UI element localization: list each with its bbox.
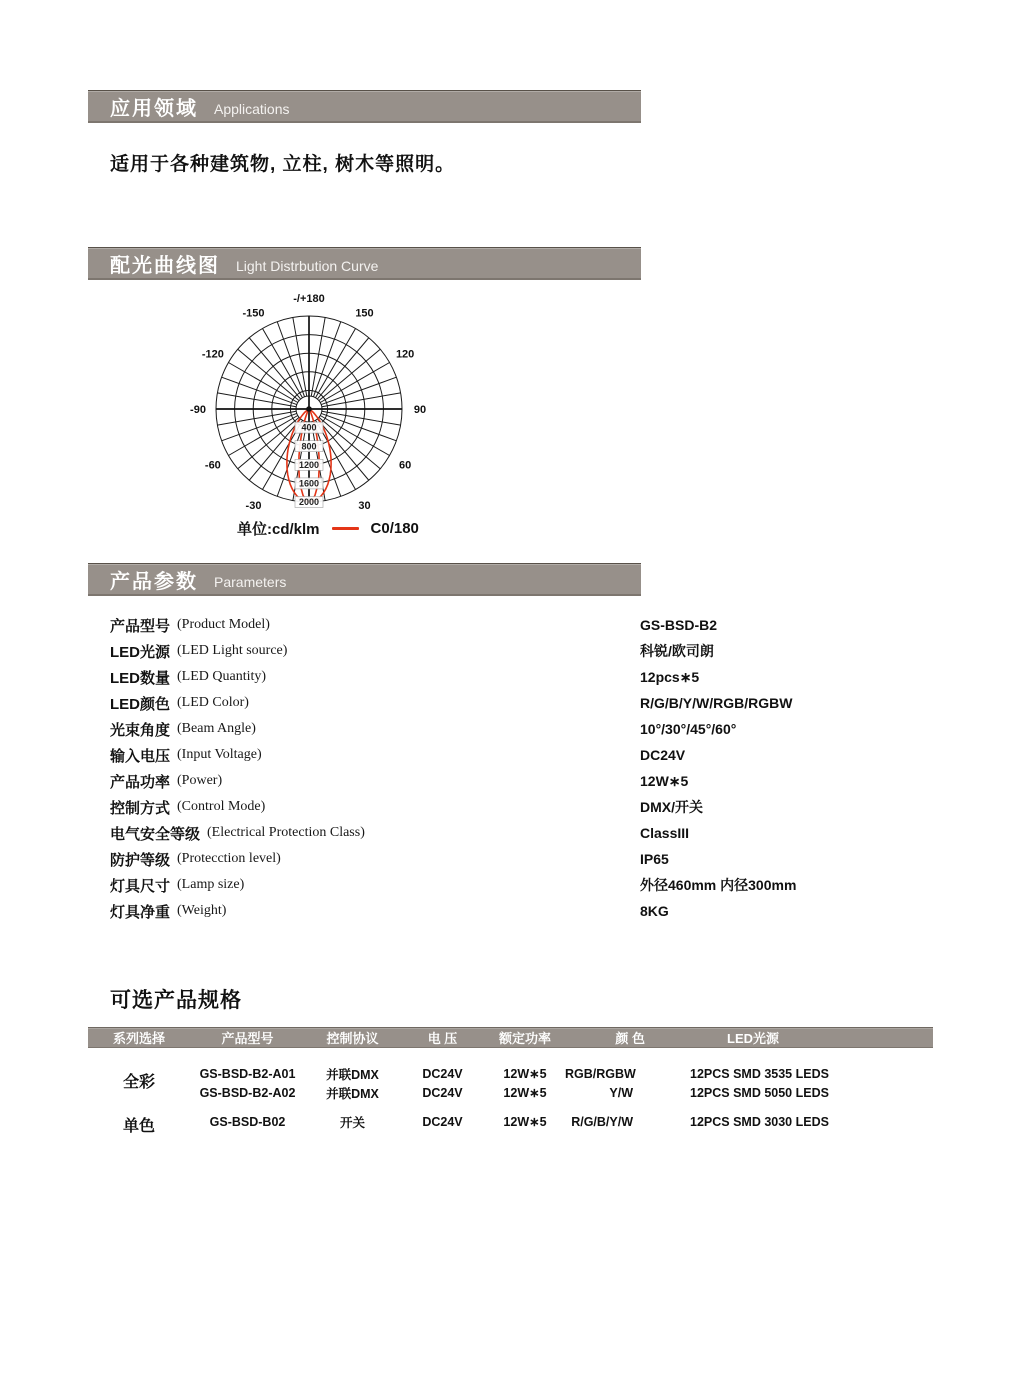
param-label-en: (Electrical Protection Class) [207,825,365,840]
cell-voltage: DC24V [422,1114,463,1129]
options-title: 可选产品规格 [110,989,242,1012]
cell-model: GS-BSD-B2-A02 [199,1085,296,1100]
section-title-en: Applications [214,100,290,117]
cell-led: 12PCS SMD 3030 LEDS [690,1114,829,1129]
section-bar-applications [88,90,641,123]
param-value: ClassIII [640,825,690,841]
light-distribution-polar-chart [149,292,469,524]
options-table-header [88,1027,933,1048]
svg-text:2000: 2000 [298,497,320,508]
param-label-zh: 防护等级 [110,851,171,869]
cell-color: Y/W [609,1085,633,1100]
param-value: DC24V [640,747,686,763]
parameter-row [88,794,932,820]
svg-text:-30: -30 [245,499,262,512]
svg-text:150: 150 [355,307,374,320]
svg-text:800: 800 [301,441,317,452]
parameter-row [88,664,932,690]
svg-text:120: 120 [395,348,415,361]
param-label-en: (Input Voltage) [177,747,262,762]
svg-text:90: 90 [413,403,427,416]
parameter-row [88,820,932,846]
section-title-zh: 产品参数 [110,570,198,593]
applications-text: 适用于各种建筑物, 立柱, 树木等照明。 [110,154,456,175]
parameter-row [88,742,932,768]
param-value: 8KG [640,903,669,919]
col-header-power: 额定功率 [498,1031,551,1046]
col-header-led: LED光源 [727,1031,780,1046]
section-title-en: Light Distrbution Curve [236,257,379,274]
param-label-en: (Protecction level) [177,851,281,866]
chart-legend [237,518,419,539]
svg-text:30: 30 [358,499,371,512]
cell-protocol: 开关 [339,1115,365,1130]
parameter-row [88,872,932,898]
cell-protocol: 并联DMX [326,1067,379,1082]
col-header-series: 系列选择 [112,1031,165,1046]
cell-model: GS-BSD-B2-A01 [199,1066,296,1081]
param-label-zh: LED光源 [110,643,171,661]
col-header-color: 颜 色 [615,1031,645,1046]
col-header-model: 产品型号 [221,1031,274,1046]
svg-text:-/+180: -/+180 [293,292,325,305]
param-label-en: (Product Model) [177,617,270,632]
param-label-en: (Control Mode) [177,799,266,814]
table-row [88,1083,933,1102]
param-label-zh: 产品型号 [110,617,171,635]
parameters-list [88,612,932,924]
parameter-row [88,612,932,638]
section-bar-curve [88,247,641,280]
param-label-zh: 控制方式 [110,799,171,817]
param-value: 12pcs∗5 [640,668,700,685]
param-label-zh: 灯具净重 [110,903,171,921]
table-row [88,1064,933,1083]
section-title-zh: 配光曲线图 [110,254,220,277]
chart-unit-label: 单位:cd/klm [237,521,320,538]
parameter-row [88,768,932,794]
svg-text:400: 400 [301,422,317,433]
section-bar-parameters [88,563,641,596]
legend-line-swatch [332,527,359,530]
series-label-monochrome: 单色 [122,1118,155,1135]
cell-protocol: 并联DMX [326,1086,379,1101]
param-value: IP65 [640,851,669,867]
section-title-zh: 应用领域 [110,97,198,120]
cell-power: 12W∗5 [503,1086,547,1100]
svg-text:-120: -120 [201,348,224,361]
table-row [88,1112,933,1131]
param-label-zh: 输入电压 [110,747,171,765]
param-value: DMX/开关 [640,799,703,815]
param-value: 科锐/欧司朗 [640,643,714,659]
parameter-row [88,638,932,664]
parameter-row [88,690,932,716]
param-label-en: (Beam Angle) [177,721,256,736]
param-value: 外径460mm 内径300mm [640,877,797,893]
svg-text:-90: -90 [190,403,206,416]
parameter-row [88,716,932,742]
cell-led: 12PCS SMD 5050 LEDS [690,1085,829,1100]
param-label-zh: 产品功率 [110,773,171,791]
col-header-voltage: 电 压 [427,1031,458,1046]
param-label-en: (Lamp size) [177,877,245,892]
param-value: 12W∗5 [640,772,689,789]
param-label-en: (LED Light source) [177,643,288,658]
cell-color: R/G/B/Y/W [571,1114,633,1129]
param-label-zh: 电气安全等级 [110,825,201,843]
param-label-en: (Weight) [177,903,227,918]
cell-voltage: DC24V [422,1085,463,1100]
parameter-row [88,846,932,872]
cell-model: GS-BSD-B02 [209,1114,286,1129]
param-label-zh: 灯具尺寸 [110,877,171,895]
cell-power: 12W∗5 [503,1115,547,1129]
section-title-en: Parameters [214,573,287,590]
svg-text:1200: 1200 [298,459,320,470]
param-value: 10°/30°/45°/60° [640,721,737,737]
svg-text:60: 60 [399,459,412,472]
param-label-zh: LED颜色 [110,695,171,713]
col-header-protocol: 控制协议 [326,1031,379,1046]
param-value: R/G/B/Y/W/RGB/RGBW [640,695,793,711]
cell-power: 12W∗5 [503,1067,547,1081]
param-label-en: (LED Quantity) [177,669,267,684]
param-value: GS-BSD-B2 [640,617,718,633]
cell-color: RGB/RGBW [565,1066,636,1081]
legend-series-label: C0/180 [370,520,419,537]
svg-text:-60: -60 [204,459,221,472]
parameter-row [88,898,932,924]
cell-led: 12PCS SMD 3535 LEDS [690,1066,829,1081]
param-label-en: (Power) [177,773,223,788]
svg-text:1600: 1600 [298,478,320,489]
series-label-fullcolor: 全彩 [122,1074,155,1091]
svg-text:-150: -150 [242,307,265,320]
param-label-en: (LED Color) [177,695,249,710]
param-label-zh: LED数量 [110,669,171,687]
param-label-zh: 光束角度 [110,721,171,739]
cell-voltage: DC24V [422,1066,463,1081]
